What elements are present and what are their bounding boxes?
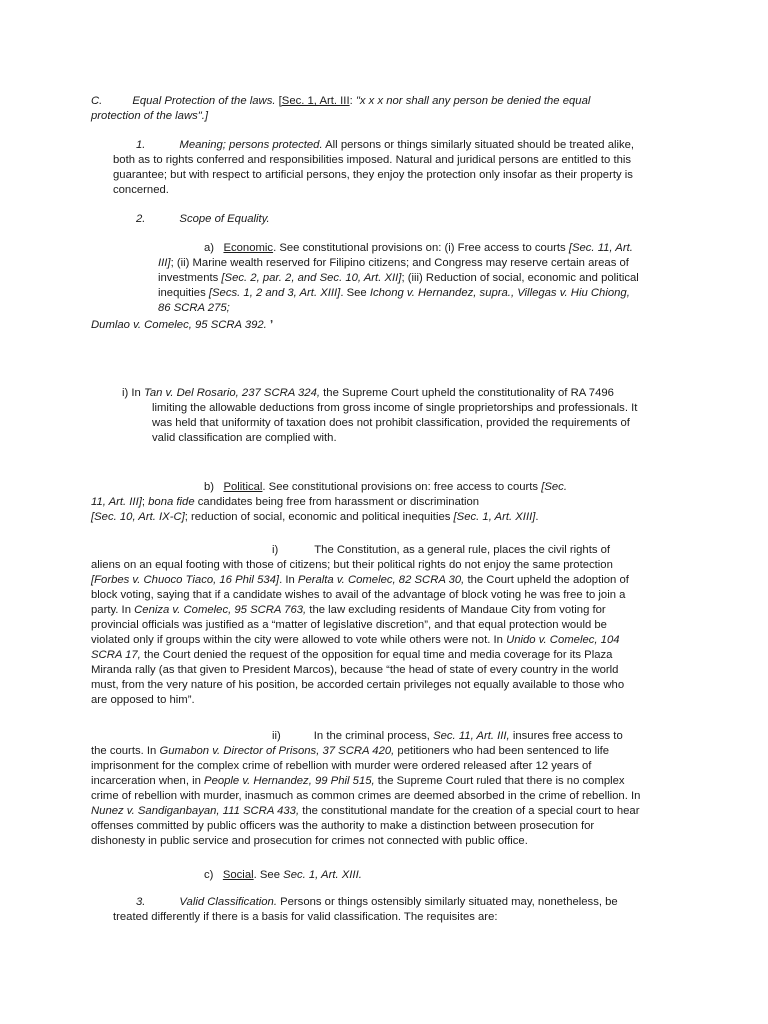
political-heading: b) Political. See constitutional provisions on: free access to courts [Sec. (204, 481, 567, 493)
paragraph-line: [Sec. 10, Art. IX-C]; reduction of social, economic and political inequities [Sec. 1, Art. XIII]. (91, 511, 539, 523)
item-title: Valid Classification. (179, 896, 277, 908)
criminal-process-start: ii) In the criminal process, Sec. 11, Art. III, insures free access to (272, 730, 623, 742)
sub-letter: c) (204, 869, 214, 881)
economic-heading: a) Economic. See constitutional provisions on: (i) Free access to courts [Sec. 11, Art. (204, 242, 633, 254)
paragraph-line: must, from the very nature of his position, be accorded certain privileges not equally available to those who (91, 679, 625, 691)
paragraph-line: was held that uniformity of taxation does not prohibit classification, provided the requirements of (152, 417, 630, 429)
paragraph-line: incarceration when, in People v. Hernandez, 99 Phil 515, the Supreme Court ruled that there is no complex (91, 775, 625, 787)
sub-label: Political (223, 481, 263, 493)
paragraph-line: investments [Sec. 2, par. 2, and Sec. 10, Art. XII]; (iii) Reduction of social, economic and political (158, 272, 639, 284)
paragraph-line: guarantee; but with respect to artificial persons, they enjoy the protection only insofar as their property is (113, 169, 633, 181)
item-number: 2. (136, 213, 146, 225)
constitution-quote: "x x x nor shall any person be denied the equal (355, 95, 591, 107)
paragraph-line: crime of rebellion with murder, inasmuch as common crimes are deemed absorbed in the crime of rebellion. In (91, 790, 641, 802)
paragraph-line: Nunez v. Sandiganbayan, 111 SCRA 433, the constitutional mandate for the creation of a special court to hear (91, 805, 640, 817)
paragraph-line: 11, Art. III]; bona fide candidates being free from harassment or discrimination (91, 496, 480, 508)
paragraph-line: offenses committed by public officers was the authority to make a distinction between prosecution for (91, 820, 595, 832)
paragraph-line: valid classification are complied with. (152, 432, 337, 444)
sub-number: i) (272, 544, 279, 556)
paragraph-line: 86 SCRA 275; (158, 302, 230, 314)
paragraph-line: concerned. (113, 184, 169, 196)
item-2-heading (136, 212, 270, 227)
tan-paragraph-start: i) In Tan v. Del Rosario, 237 SCRA 324, the Supreme Court upheld the constitutionality of RA 7496 (122, 387, 614, 399)
item-3-heading: 3. Valid Classification. Persons or things ostensibly similarly situated may, nonetheless, be (136, 896, 618, 908)
paragraph-line: treated differently if there is a basis for valid classification. The requisites are: (113, 911, 498, 923)
item-number: 3. (136, 896, 146, 908)
section-letter: C. (91, 95, 103, 107)
social-heading: c) Social. See Sec. 1, Art. XIII. (204, 869, 362, 881)
item-1-heading: 1. Meaning; persons protected. All persons or things similarly situated should be treated alike, (136, 139, 635, 151)
section-title: Equal Protection of the laws. (132, 95, 276, 107)
paragraph-line: SCRA 17, the Court denied the request of the opposition for equal time and media coverage for its Plaza (91, 649, 613, 661)
paragraph-line: Dumlao v. Comelec, 95 SCRA 392. ʼ (91, 319, 274, 331)
paragraph-line: dishonesty in public service and prosecution for crimes not connected with public office. (91, 835, 528, 847)
paragraph-line: aliens on an equal footing with those of citizens; but their political rights do not enjoy the same protection (91, 559, 613, 571)
paragraph-line: party. In Ceniza v. Comelec, 95 SCRA 763, the law excluding residents of Mandaue City from voting for (91, 604, 606, 616)
civil-rights-start: i) The Constitution, as a general rule, places the civil rights of (272, 544, 611, 556)
sub-label: Social (222, 869, 254, 881)
section-reference: [Sec. 1, Art. III (278, 95, 350, 107)
paragraph-line: provincial officials was justified as a “matter of legislative discretion”, and that equal protection would be (91, 619, 607, 631)
sub-number: ii) (272, 730, 281, 742)
constitution-quote-cont: protection of the laws".] (91, 110, 209, 122)
paragraph-line: limiting the allowable deductions from gross income of single proprietorships and professionals. It (152, 402, 638, 414)
sub-letter: b) (204, 481, 215, 493)
paragraph-line: the courts. In Gumabon v. Director of Prisons, 37 SCRA 420, petitioners who had been sentenced to life (91, 745, 610, 757)
paragraph-line: Miranda rally (as that given to President Marcos), because “the head of state of every country in the world (91, 664, 619, 676)
paragraph-line: imprisonment for the complex crime of rebellion with murder were ordered released after 12 years of (91, 760, 592, 772)
sub-letter: a) (204, 242, 215, 254)
paragraph-line: both as to rights conferred and responsibilities imposed. Natural and juridical persons are entitled to this (113, 154, 632, 166)
paragraph-line: violated only if groups within the city were allowed to vote while others were not. In Unido v. Comelec, 104 (91, 634, 620, 646)
item-title: Meaning; persons protected. (179, 139, 323, 151)
paragraph-line: inequities [Secs. 1, 2 and 3, Art. XIII]. See Ichong v. Hernandez, supra., Villegas v. Hiu Chiong, (158, 287, 630, 299)
section-c-heading: C. Equal Protection of the laws. [Sec. 1, Art. III: "x x x nor shall any person be denied the equal (91, 95, 591, 107)
paragraph-line: are opposed to him”. (91, 694, 195, 706)
sub-label: Economic (223, 242, 274, 254)
item-number: 1. (136, 139, 146, 151)
paragraph-line: [Forbes v. Chuoco Tiaco, 16 Phil 534]. In Peralta v. Comelec, 82 SCRA 30, the Court upheld the adoption of (91, 574, 629, 586)
paragraph-line: block voting, saying that if a candidate wishes to avail of the advantage of block voting he was free to join a (91, 589, 626, 601)
paragraph-line: III]; (ii) Marine wealth reserved for Filipino citizens; and Congress may reserve certain areas of (158, 257, 629, 269)
item-title: Scope of Equality. (179, 213, 270, 225)
